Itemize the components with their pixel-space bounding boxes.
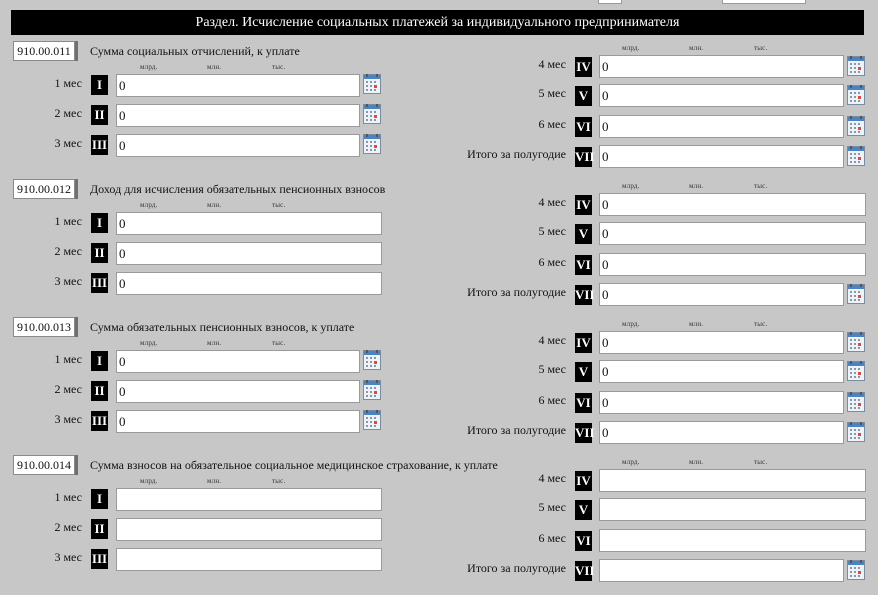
period-badge: VI <box>575 531 592 551</box>
calendar-icon[interactable] <box>847 422 865 442</box>
row-label-m1: 1 мес <box>54 214 82 228</box>
unit-bln: млрд. <box>140 63 158 71</box>
period-badge: VI <box>575 255 592 275</box>
indicator-group <box>0 41 878 179</box>
top-field-stub-left <box>598 0 622 4</box>
row-label-total: Итого за полугодие <box>467 285 566 299</box>
unit-bln: млрд. <box>140 201 158 209</box>
unit-mln: млн. <box>689 44 704 52</box>
amount-input-total[interactable] <box>599 559 844 582</box>
row-label-m3: 3 мес <box>54 136 82 150</box>
amount-input-m5[interactable] <box>599 498 866 521</box>
unit-mln: млн. <box>689 320 704 328</box>
calendar-icon[interactable] <box>847 392 865 412</box>
row-label-m6: 6 мес <box>538 393 566 407</box>
calendar-icon[interactable] <box>363 410 381 430</box>
amount-input-m6[interactable]: 0 <box>599 253 866 276</box>
amount-input-m4[interactable]: 0 <box>599 55 844 78</box>
calendar-icon[interactable] <box>363 74 381 94</box>
period-badge: V <box>575 224 592 244</box>
row-label-m5: 5 мес <box>538 86 566 100</box>
amount-input-m4[interactable] <box>599 469 866 492</box>
row-label-total: Итого за полугодие <box>467 147 566 161</box>
indicator-group <box>0 317 878 455</box>
amount-input-total[interactable]: 0 <box>599 283 844 306</box>
row-label-m4: 4 мес <box>538 471 566 485</box>
amount-input-m5[interactable]: 0 <box>599 360 844 383</box>
period-badge: IV <box>575 57 592 77</box>
amount-input-m4[interactable]: 0 <box>599 193 866 216</box>
unit-bln: млрд. <box>140 339 158 347</box>
unit-ths: тыс. <box>272 339 286 347</box>
row-label-m2: 2 мес <box>54 382 82 396</box>
indicator-group <box>0 179 878 317</box>
indicator-group <box>0 455 878 593</box>
unit-bln: млрд. <box>622 182 640 190</box>
period-badge: III <box>91 135 108 155</box>
period-badge: V <box>575 362 592 382</box>
amount-input-m3[interactable] <box>116 548 382 571</box>
calendar-icon[interactable] <box>363 104 381 124</box>
calendar-icon[interactable] <box>363 134 381 154</box>
amount-input-m2[interactable]: 0 <box>116 380 360 403</box>
period-badge: IV <box>575 195 592 215</box>
period-badge: II <box>91 243 108 263</box>
row-label-m1: 1 мес <box>54 490 82 504</box>
row-label-m5: 5 мес <box>538 362 566 376</box>
amount-input-m1[interactable]: 0 <box>116 350 360 373</box>
period-badge: I <box>91 75 108 95</box>
calendar-icon[interactable] <box>847 284 865 304</box>
indicator-code: 910.00.014 <box>13 455 75 475</box>
period-badge: VII <box>575 423 592 443</box>
indicator-title: Доход для исчисления обязательных пенсионных взносов <box>90 182 386 196</box>
unit-ths: тыс. <box>272 201 286 209</box>
row-label-m5: 5 мес <box>538 224 566 238</box>
unit-bln: млрд. <box>622 458 640 466</box>
unit-mln: млн. <box>207 339 222 347</box>
row-label-m5: 5 мес <box>538 500 566 514</box>
indicator-title: Сумма взносов на обязательное социальное медицинское страхование, к уплате <box>90 458 498 472</box>
period-badge: III <box>91 549 108 569</box>
row-label-m6: 6 мес <box>538 255 566 269</box>
unit-mln: млн. <box>689 458 704 466</box>
unit-mln: млн. <box>689 182 704 190</box>
indicator-title: Сумма обязательных пенсионных взносов, к уплате <box>90 320 355 334</box>
amount-input-m2[interactable]: 0 <box>116 242 382 265</box>
row-label-total: Итого за полугодие <box>467 561 566 575</box>
period-badge: VII <box>575 147 592 167</box>
period-badge: II <box>91 381 108 401</box>
amount-input-m3[interactable]: 0 <box>116 134 360 157</box>
indicator-code: 910.00.012 <box>13 179 75 199</box>
amount-input-m1[interactable]: 0 <box>116 74 360 97</box>
unit-mln: млн. <box>207 63 222 71</box>
section-title: Раздел. Исчисление социальных платежей за индивидуального предпринимателя <box>11 10 864 35</box>
calendar-icon[interactable] <box>847 332 865 352</box>
period-badge: VI <box>575 117 592 137</box>
unit-ths: тыс. <box>754 44 768 52</box>
period-badge: III <box>91 273 108 293</box>
unit-ths: тыс. <box>754 458 768 466</box>
row-label-m2: 2 мес <box>54 244 82 258</box>
period-badge: II <box>91 105 108 125</box>
period-badge: IV <box>575 333 592 353</box>
unit-ths: тыс. <box>754 182 768 190</box>
calendar-icon[interactable] <box>847 361 865 381</box>
row-label-m3: 3 мес <box>54 274 82 288</box>
calendar-icon[interactable] <box>363 380 381 400</box>
period-badge: VI <box>575 393 592 413</box>
amount-input-m2[interactable]: 0 <box>116 104 360 127</box>
row-label-m6: 6 мес <box>538 531 566 545</box>
calendar-icon[interactable] <box>847 56 865 76</box>
amount-input-m6[interactable]: 0 <box>599 391 844 414</box>
calendar-icon[interactable] <box>847 560 865 580</box>
amount-input-m5[interactable]: 0 <box>599 84 844 107</box>
unit-mln: млн. <box>207 477 222 485</box>
calendar-icon[interactable] <box>847 146 865 166</box>
indicator-title: Сумма социальных отчислений, к уплате <box>90 44 300 58</box>
indicator-code: 910.00.011 <box>13 41 75 61</box>
period-badge: IV <box>575 471 592 491</box>
row-label-total: Итого за полугодие <box>467 423 566 437</box>
amount-input-m6[interactable] <box>599 529 866 552</box>
period-badge: V <box>575 86 592 106</box>
top-field-stub-right <box>722 0 806 4</box>
period-badge: VII <box>575 285 592 305</box>
amount-input-total[interactable]: 0 <box>599 421 844 444</box>
unit-bln: млрд. <box>140 477 158 485</box>
period-badge: I <box>91 213 108 233</box>
amount-input-m5[interactable]: 0 <box>599 222 866 245</box>
period-badge: I <box>91 489 108 509</box>
calendar-icon[interactable] <box>847 116 865 136</box>
row-label-m1: 1 мес <box>54 352 82 366</box>
row-label-m4: 4 мес <box>538 333 566 347</box>
unit-ths: тыс. <box>754 320 768 328</box>
row-label-m2: 2 мес <box>54 520 82 534</box>
period-badge: V <box>575 500 592 520</box>
unit-ths: тыс. <box>272 477 286 485</box>
unit-bln: млрд. <box>622 44 640 52</box>
period-badge: I <box>91 351 108 371</box>
unit-mln: млн. <box>207 201 222 209</box>
unit-bln: млрд. <box>622 320 640 328</box>
amount-input-m3[interactable]: 0 <box>116 272 382 295</box>
indicator-code: 910.00.013 <box>13 317 75 337</box>
unit-ths: тыс. <box>272 63 286 71</box>
period-badge: III <box>91 411 108 431</box>
row-label-m3: 3 мес <box>54 550 82 564</box>
amount-input-m1[interactable] <box>116 488 382 511</box>
amount-input-m4[interactable]: 0 <box>599 331 844 354</box>
row-label-m2: 2 мес <box>54 106 82 120</box>
row-label-m4: 4 мес <box>538 195 566 209</box>
amount-input-total[interactable]: 0 <box>599 145 844 168</box>
period-badge: II <box>91 519 108 539</box>
row-label-m6: 6 мес <box>538 117 566 131</box>
amount-input-m2[interactable] <box>116 518 382 541</box>
row-label-m4: 4 мес <box>538 57 566 71</box>
amount-input-m6[interactable]: 0 <box>599 115 844 138</box>
row-label-m3: 3 мес <box>54 412 82 426</box>
calendar-icon[interactable] <box>847 85 865 105</box>
row-label-m1: 1 мес <box>54 76 82 90</box>
period-badge: VII <box>575 561 592 581</box>
amount-input-m3[interactable]: 0 <box>116 410 360 433</box>
calendar-icon[interactable] <box>363 350 381 370</box>
amount-input-m1[interactable]: 0 <box>116 212 382 235</box>
